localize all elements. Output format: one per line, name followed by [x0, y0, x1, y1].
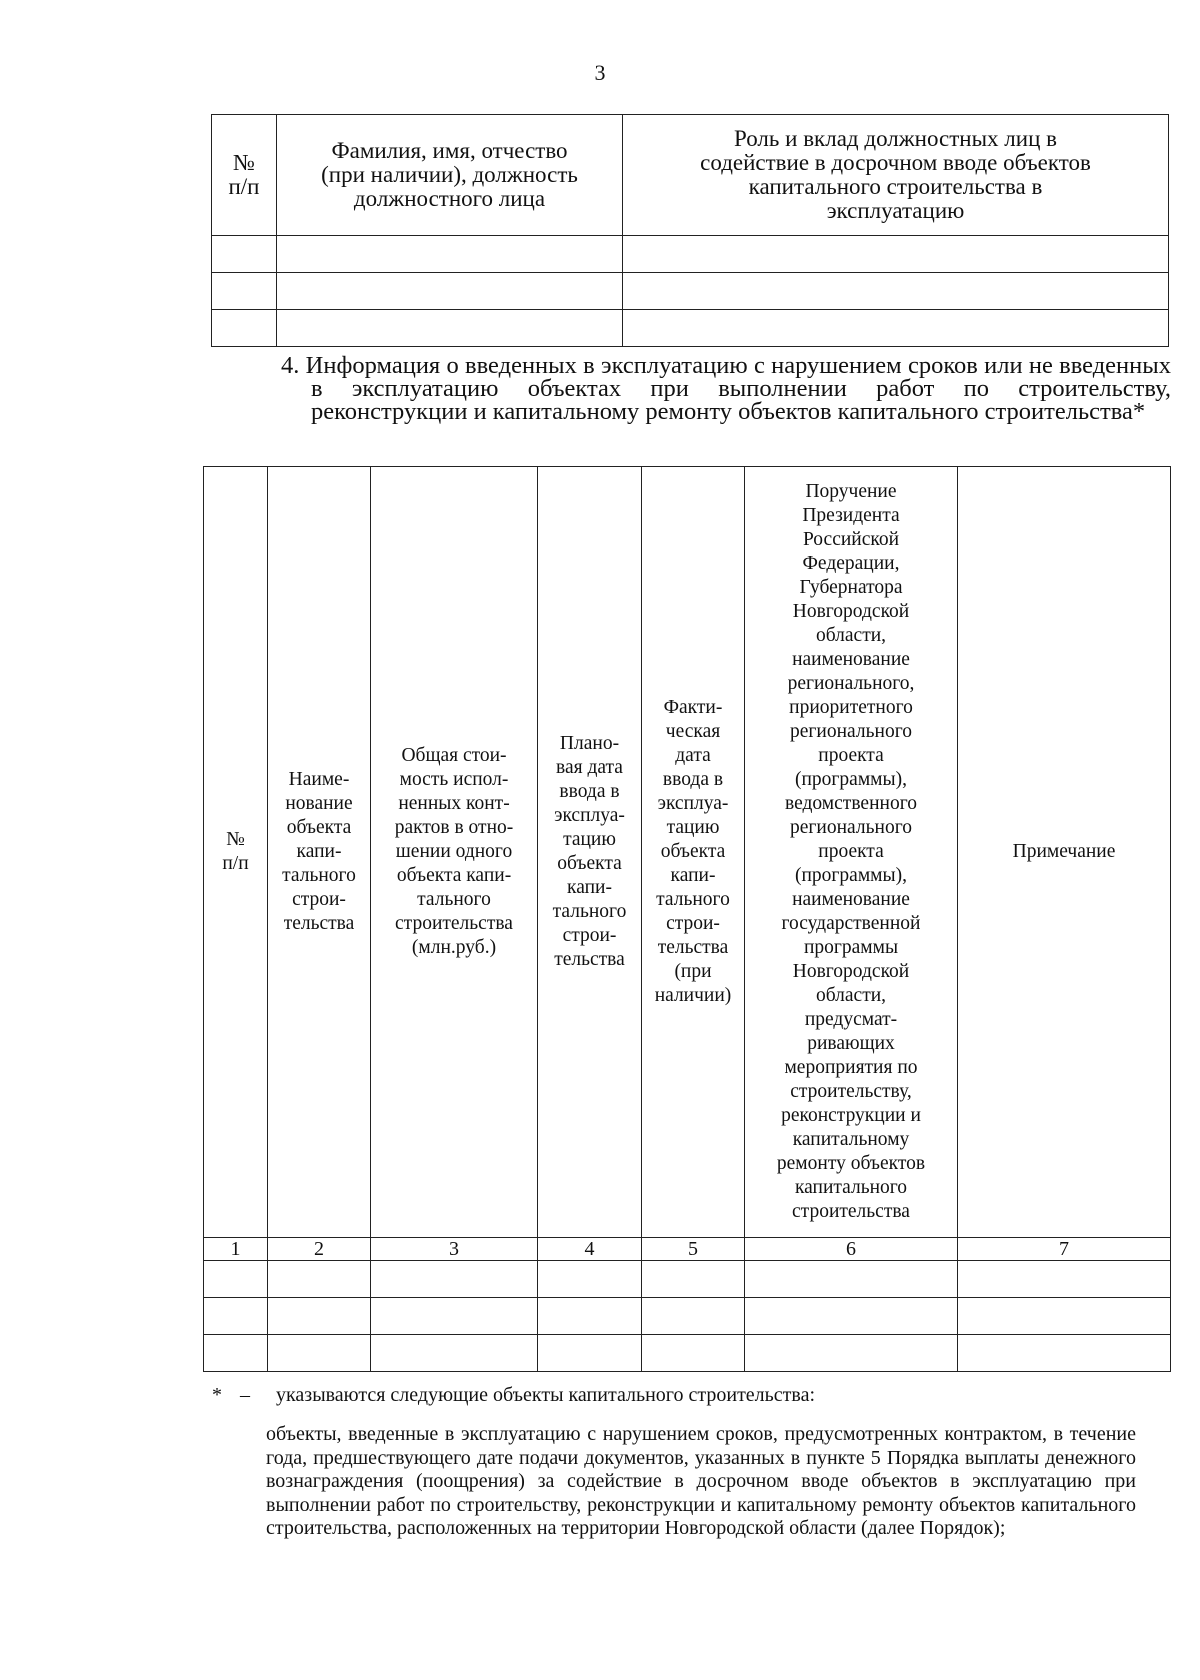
- header-cell-number: № п/п: [212, 115, 277, 236]
- table-cell: [212, 236, 277, 273]
- column-number: 1: [204, 1238, 268, 1261]
- column-number-row: [204, 1238, 1171, 1261]
- table-cell: [204, 1261, 268, 1298]
- table-cell: [958, 1335, 1171, 1372]
- column-number: 4: [538, 1238, 642, 1261]
- table-row: [212, 273, 1169, 310]
- header-cell-instruction: Поручение Президента Российской Федерации, Губернатора Новгородской области, наименование регионального, приоритетного регионального проекта (программы), ведомственного регионального проекта (программы), наименование государственной программы Новгородской области, предусмат- ривающих мероприятия по строительству, реконструкции и капитальному ремонту объектов капитального строительства: [745, 467, 958, 1238]
- table-cell: [212, 310, 277, 347]
- footnote-dash: –: [240, 1384, 250, 1406]
- table-row: [204, 1261, 1171, 1298]
- header-cell-note: Примечание: [958, 467, 1171, 1238]
- table-cell: [745, 1298, 958, 1335]
- header-cell-actual-date: Факти- ческая дата ввода в эксплуа- тацию объекта капи- тального строи- тельства (при наличии): [642, 467, 745, 1238]
- table-cell: [268, 1298, 371, 1335]
- table-cell: [745, 1261, 958, 1298]
- table-cell: [268, 1335, 371, 1372]
- table-cell: [371, 1298, 538, 1335]
- table-cell: [538, 1261, 642, 1298]
- table-cell: [958, 1261, 1171, 1298]
- table-cell: [623, 273, 1169, 310]
- table-row: [204, 1335, 1171, 1372]
- footnote-title: указываются следующие объекты капитального строительства:: [276, 1384, 816, 1406]
- column-number: 7: [958, 1238, 1171, 1261]
- column-number: 2: [268, 1238, 371, 1261]
- header-cell-official-name: Фамилия, имя, отчество (при наличии), должность должностного лица: [277, 115, 623, 236]
- column-number: 5: [642, 1238, 745, 1261]
- column-number: 6: [745, 1238, 958, 1261]
- table-cell: [268, 1261, 371, 1298]
- table-cell: [538, 1298, 642, 1335]
- officials-table: [211, 114, 1169, 347]
- header-cell-object-name: Наиме- нование объекта капи- тального строи- тельства: [268, 467, 371, 1238]
- objects-table: [203, 466, 1171, 1372]
- header-cell-contract-cost: Общая стои- мость испол- ненных конт- рактов в отно- шении одного объекта капи- тального строительства (млн.руб.): [371, 467, 538, 1238]
- section-4-heading: 4. Информация о введенных в эксплуатацию с нарушением сроков или не введенных в эксплуатацию объектах при выполнении работ по строительству, реконструкции и капитальному ремонту объектов капитального строительства*: [281, 352, 1171, 425]
- table-cell: [642, 1261, 745, 1298]
- footnote-body: объекты, введенные в эксплуатацию с нарушением сроков, предусмотренных контрактом, в течение года, предшествующего дате подачи документов, указанных в пункте 5 Порядка выплаты денежного вознаграждения (поощрения) за содействие в досрочном вводе объектов в эксплуатацию при выполнении работ по строительству, реконструкции и капитальному ремонту объектов капитального строительства, расположенных на территории Новгородской области (далее Порядок);: [266, 1423, 1136, 1539]
- table-cell: [277, 236, 623, 273]
- table-cell: [623, 236, 1169, 273]
- header-cell-number: № п/п: [204, 467, 268, 1238]
- table-cell: [204, 1298, 268, 1335]
- footnote-mark: *: [212, 1384, 222, 1406]
- table-cell: [538, 1335, 642, 1372]
- table-cell: [371, 1335, 538, 1372]
- table-header-row: [204, 467, 1171, 1238]
- table-cell: [204, 1335, 268, 1372]
- table-row: [212, 310, 1169, 347]
- table-cell: [745, 1335, 958, 1372]
- column-number: 3: [371, 1238, 538, 1261]
- table-row: [204, 1298, 1171, 1335]
- page-number: 3: [594, 60, 606, 85]
- table-cell: [371, 1261, 538, 1298]
- table-cell: [212, 273, 277, 310]
- header-cell-planned-date: Плано- вая дата ввода в эксплуа- тацию объекта капи- тального строи- тельства: [538, 467, 642, 1238]
- table-cell: [642, 1298, 745, 1335]
- table-row: [212, 236, 1169, 273]
- table-header-row: [212, 115, 1169, 236]
- table-cell: [642, 1335, 745, 1372]
- table-cell: [277, 310, 623, 347]
- table-cell: [623, 310, 1169, 347]
- table-cell: [958, 1298, 1171, 1335]
- table-cell: [277, 273, 623, 310]
- header-cell-official-role: Роль и вклад должностных лиц в содействие в досрочном вводе объектов капитального строительства в эксплуатацию: [623, 115, 1169, 236]
